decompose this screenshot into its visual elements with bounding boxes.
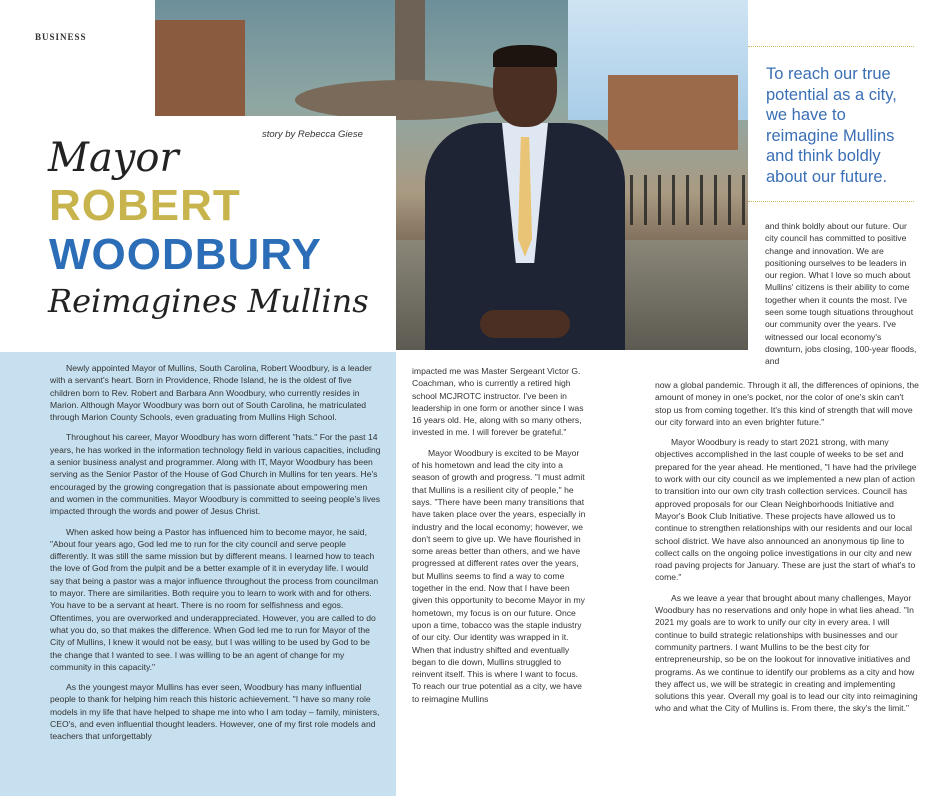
pull-quote: To reach our true potential as a city, we have to reimagine Mullins and think boldly about our future. <box>766 65 897 186</box>
paragraph: now a global pandemic. Through it all, the differences of opinions, the amount of money in one's pocket, nor the color of one's skin can't stop us from coming together. It's this kind of strength that will move our city forward into an even brighter future." <box>655 380 919 427</box>
article-column-3-top <box>765 220 920 376</box>
mayor-figure <box>420 45 630 350</box>
title-subtitle: Reimagines Mullins <box>48 282 369 320</box>
article-column-1 <box>50 362 382 751</box>
paragraph: As we leave a year that brought about many challenges, Mayor Woodbury has no reservations and only hope in what lies ahead. "In 2021 my goals are to work to unify our city in every area. I will continue to build strategic relationships with businesses and our community partners. I want Mullins to be the best city for entrepreneurship, so be on the lookout for innovative initiatives and programs. As we continue to identify our problems as a city and how they affect us, we will be strategic in creating and implementing solutions this year. Overall my goal is to lead our city into reimagining who and what the City of Mullins is. From there, the sky's the limit." <box>655 592 918 714</box>
paragraph: Throughout his career, Mayor Woodbury has worn different "hats." For the past 14 years, he has worked in the information technology field in various capacities, including a senior business analyst and programmer. Along with IT, Mayor Woodbury has been serving as the Senior Pastor of the House of God Church in Mullins for ten years. He's encouraged by the growing congregation that is passionate about empowering men and women in the communities. Mayor Woodbury is committed to seeing people's lives impacted through the words and power of Jesus Christ. <box>50 432 381 517</box>
paragraph: When asked how being a Pastor has influenced him to become mayor, he said, "About four years ago, God led me to run for the city council and serve people differently. It was still the same mission but by different means. I learned how to teach the love of God from the pulpit and be a better example of it in everyday life. I would say that being a pastor was a major influence throughout the process from councilman to mayor. There are similarities. Both require you to learn to work with and for others. You have to be a servant at heart. There is no room for selfishness and egos. Oftentimes, you are overworked and underappreciated. However, you are called to do what you do, so that makes the difference. When God led me to run for Mayor of the City of Mullins, I knew it would not be easy, but I was willing to be used by God to be the change that I wanted to see. I was willing to be an agent of change for my community in this capacity." <box>50 526 379 672</box>
paragraph: Newly appointed Mayor of Mullins, South Carolina, Robert Woodbury, is a leader with a servant's heart. Born in Providence, Rhode Island, he is the oldest of five children born to Rev. Robert and Barbara Ann Woodbury, who currently resides in Marion. Although Mayor Woodbury was born out of South Carolina, he matriculated through Marion County Schools, even graduating from Mullins High School. <box>50 363 372 423</box>
paragraph: Mayor Woodbury is excited to be Mayor of his hometown and lead the city into a season of growth and progress. "I must admit that Mullins is a resilient city of people," he says. "There have been many transitions that have taken place over the years, especially in industry and the local economy; however, we don't seem to give up. We have flourished in some areas better than others, and we have progressed at different rates over the years, but Mullins seems to find a way to come together in the end. Now that I have been given this opportunity to become Mayor in my hometown, my focus is on our future. Once upon a time, tobacco was the staple industry of our city. Our identity was wrapped in it. When that industry shifted and eventually began to die down, Mullins struggled to reinvent itself. This is where I want to focus. To reach our true potential as a city, we have to reimagine Mullins <box>412 447 586 704</box>
paragraph: and think boldly about our future. Our city council has committed to positive change and innovation. We are positioning ourselves to be leaders in our region. What I love so much about Mullins' citizens is their ability to come together when it counts the most. I've seen some tough situations throughout our community over the years. I've witnessed our local economy's downturn, jobs closing, 100-year floods, and <box>765 221 917 367</box>
title-first-name: ROBERT <box>49 181 241 230</box>
title-last-name: WOODBURY <box>49 230 322 279</box>
paragraph: impacted me was Master Sergeant Victor G. Coachman, who is currently a retired high school MCJROTC instructor. I've been in leadership in one form or another since I was 16 years old. He, along with so many others, invested in me. I will forever be grateful." <box>412 366 584 438</box>
section-label: BUSINESS <box>35 32 87 42</box>
paragraph: Mayor Woodbury is ready to start 2021 strong, with many objectives accomplished in the last couple of weeks to be set and prepared for the year ahead. He mentioned, "I have had the privilege to work with our city council as we implemented a new plan of action to transition into our own city trash collection services. Council has approved proposals for our Clean Neighborhoods Initiative and Mayor's Book Club Initiative. These projects have allowed us to continue to strengthen relationships with our residents and our local school district. We have also announced an anonymous tip line to collect calls on the ongoing police investigations in our city and new road paving projects for January. These are just the start of what's to come." <box>655 437 917 583</box>
paragraph: As the youngest mayor Mullins has ever seen, Woodbury has many influential people to thank for helping him reach this historic achievement. "I have so many role models in my life that have helped to shape me into who I am today – family, ministers, CEO's, and even influential thought leaders. However, one of my first role models and teachers that unforgettably <box>50 682 380 742</box>
title-mayor: Mayor <box>48 135 179 181</box>
article-column-2 <box>412 365 586 713</box>
article-column-3 <box>655 379 920 723</box>
byline: story by Rebecca Giese <box>262 129 363 140</box>
